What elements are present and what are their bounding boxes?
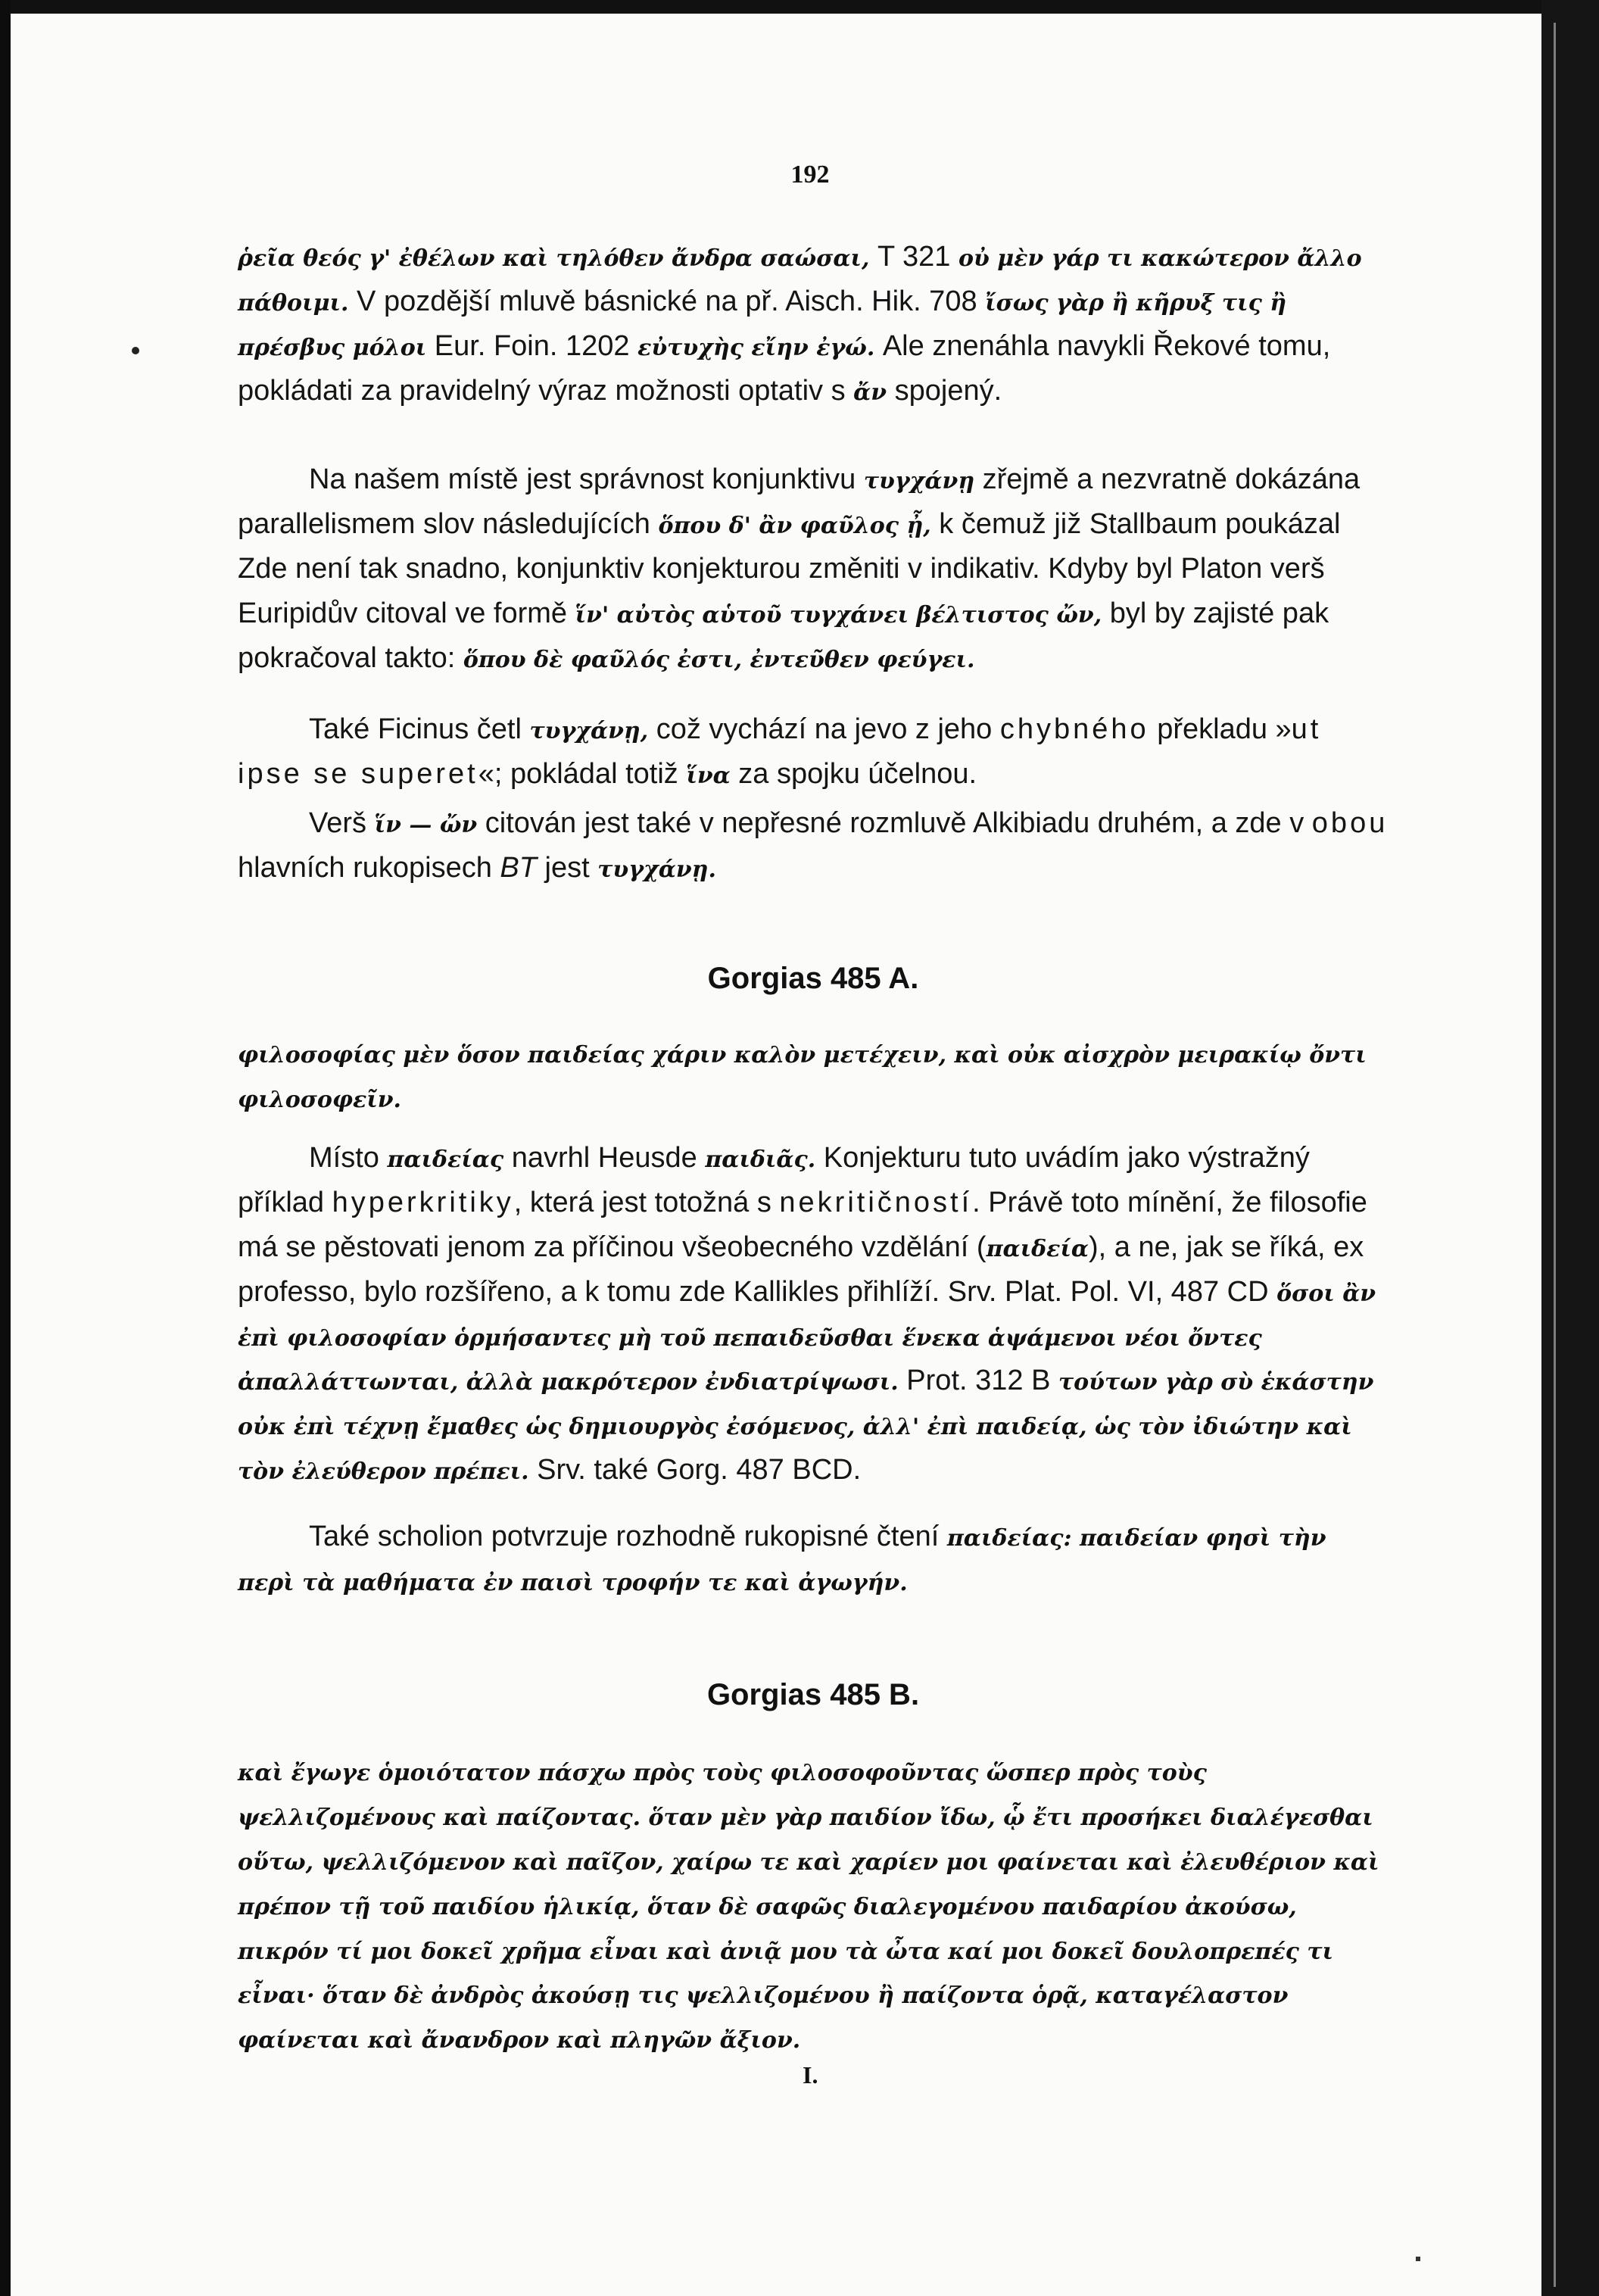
paragraph-text: T 321 xyxy=(869,241,958,273)
paragraph-text: Ale znenáhla navykli Řekové tomu, pokládati za pravidelný výraz možnosti optativ s xyxy=(238,329,1331,407)
paragraph-text: byl by zajisté pak pokračoval takto: xyxy=(238,597,1329,674)
paragraph-text: Eur. Foin. 1202 xyxy=(426,329,638,362)
greek-quote: παιδείας xyxy=(387,1146,504,1173)
spaced-emphasis: nekritičností xyxy=(779,1186,973,1218)
paragraph-text: jest xyxy=(536,851,598,884)
page-number: 192 xyxy=(790,161,830,189)
greek-quote: ἄν xyxy=(853,379,887,406)
greek-quote: παιδείας: παιδείαν φησὶ τὴν περὶ τὰ μαθήματα ἐν παισὶ τροφήν τε καὶ ἀγωγήν. xyxy=(238,1525,1326,1596)
scan-edge-line xyxy=(1554,23,1556,2287)
paragraph-text: což vychází na jevo z jeho xyxy=(648,713,1000,745)
spaced-emphasis: obou xyxy=(1311,807,1389,839)
greek-quote: ἵνα xyxy=(686,762,731,789)
paragraph-text: Místo xyxy=(309,1142,388,1174)
paragraph-text: Také Ficinus četl xyxy=(309,713,530,745)
scan-speck xyxy=(1416,2257,1420,2261)
paragraph-text: za spojku účelnou. xyxy=(730,757,977,790)
paragraph-text: k čemuž již Stallbaum poukázal Zde není tak snadno, konjunktiv konjekturou změniti v indikativ. Kdyby byl Platon verš Euripidův citoval ve formě xyxy=(238,507,1341,629)
paragraph-text: překladu » xyxy=(1149,713,1292,745)
greek-quote: φιλοσοφίας μὲν ὅσον παιδείας χάριν καλὸν μετέχειν, καὶ οὐκ αἰσχρὸν μειρακίῳ ὄντι φιλοσοφεῖν. xyxy=(238,1042,1367,1113)
greek-quote: οὐ μὲν γάρ τι κακώτερον ἄλλο πάθοιμι. xyxy=(238,245,1362,317)
paragraph-text: Verš xyxy=(309,807,375,839)
paragraph-text: ), a ne, jak se říká, ex professo, bylo rozšířeno, a k tomu zde Kallikles přihlíží. Srv. Plat. Pol. VI, 487 CD xyxy=(238,1231,1364,1308)
manuscript-sigla: BT xyxy=(500,851,537,884)
paragraph-text: Také scholion potvrzuje rozhodně rukopisné čtení xyxy=(309,1521,947,1552)
paragraph-text: Konjekturu tuto uvádím jako výstražný příklad xyxy=(238,1142,1310,1218)
greek-quote: εὐτυχὴς εἴην ἐγώ. xyxy=(637,334,875,361)
paragraph-text: navrhl Heusde xyxy=(503,1142,706,1174)
paragraph-text: Na našem místě jest správnost konjunktivu xyxy=(309,463,864,495)
paragraph-text: Prot. 312 B xyxy=(898,1365,1058,1397)
greek-quote: τούτων γὰρ σὺ ἑκάστην οὐκ ἐπὶ τέχνῃ ἔμαθες ὡς δημιουργὸς ἐσόμενος, ἀλλ' ἐπὶ παιδείᾳ, ὡς τὸν ἰδιώτην καὶ τὸν ἐλεύθερον πρέπει. xyxy=(238,1369,1374,1486)
greek-quote: τυγχάνῃ. xyxy=(597,856,716,883)
paragraph-text: spojený. xyxy=(887,374,1002,407)
greek-quote: ἵν — ὤν xyxy=(374,812,478,838)
paragraph-text: , která jest totožná s xyxy=(513,1186,780,1218)
greek-passage xyxy=(238,1031,1389,1121)
paragraph-3 xyxy=(238,707,1389,797)
section-heading: Gorgias 485 B. xyxy=(706,1678,920,1711)
greek-quote: τυγχάνῃ xyxy=(863,468,975,494)
greek-quote: ὅπου δὲ φαῦλός ἐστι, ἐντεῦθεν φεύγει. xyxy=(463,646,975,673)
paragraph-text: Srv. také Gorg. 487 BCD. xyxy=(528,1454,862,1486)
greek-quote: ῥεῖα θεός γ' ἐθέλων καὶ τηλόθεν ἄνδρα σαώσαι, xyxy=(238,245,870,272)
greek-quote: τυγχάνῃ, xyxy=(529,718,649,744)
greek-quote: ἵν' αὐτὸς αὑτοῦ τυγχάνει βέλτιστος ὤν, xyxy=(575,601,1102,629)
paragraph-6 xyxy=(238,1515,1389,1604)
greek-quote: ὅσοι ἂν ἐπὶ φιλοσοφίαν ὁρμήσαντες μὴ τοῦ πεπαιδεῦσθαι ἕνεκα ἁψάμενοι νέοι ὄντες ἀπαλλάττωνται, ἀλλὰ μακρότερον ἐνδιατρίψωσι. xyxy=(238,1280,1376,1396)
paragraph-4 xyxy=(238,801,1389,891)
paragraph-text: hlavních rukopisech xyxy=(238,851,500,884)
greek-passage xyxy=(238,1749,1389,2061)
greek-quote: παιδεία xyxy=(986,1235,1089,1262)
paragraph-2 xyxy=(238,457,1389,680)
paragraph-text: «; pokládal totiž xyxy=(478,757,687,790)
greek-quote: ἴσως γὰρ ἢ κῆρυξ τις ἢ πρέσβυς μόλοι xyxy=(238,289,1287,361)
paragraph-5 xyxy=(238,1136,1389,1493)
paragraph-1 xyxy=(238,235,1389,413)
spaced-emphasis: hyperkritiky xyxy=(332,1186,514,1218)
scan-border-left xyxy=(0,0,11,2296)
paragraph-text: . Právě toto mínění, že filosofie má se pěstovati jenom za příčinou všeobecného vzdělání ( xyxy=(238,1186,1367,1263)
greek-quote: ὅπου δ' ἂν φαῦλος ᾖ, xyxy=(658,512,931,539)
spaced-emphasis: chybného xyxy=(999,713,1149,745)
paragraph-text: V pozdější mluvě básnické na př. Aisch. Hik. 708 xyxy=(348,285,986,317)
signature-mark: I. xyxy=(803,2061,818,2089)
greek-quote: παιδιᾶς. xyxy=(705,1146,816,1173)
scan-border-right xyxy=(1541,0,1599,2296)
spaced-emphasis: ut ipse se superet xyxy=(238,713,1322,790)
margin-mark xyxy=(132,347,139,354)
section-heading: Gorgias 485 A. xyxy=(707,962,919,995)
greek-quote: καὶ ἔγωγε ὁμοιότατον πάσχω πρὸς τοὺς φιλοσοφοῦντας ὥσπερ πρὸς τοὺς ψελλιζομένους καὶ παίζοντας. ὅταν μὲν γὰρ παιδίον ἴδω, ᾧ ἔτι προσήκει διαλέγεσθαι οὕτω, ψελλιζόμενον καὶ παῖζον, χαίρω τε καὶ χαρίεν μοι φαίνεται καὶ ἐλευθέριον καὶ πρέπον τῇ τοῦ παιδίου ἡλικίᾳ, ὅταν δὲ σαφῶς διαλεγομένου παιδαρίου ἀκούσω, πικρόν τί μοι δοκεῖ χρῆμα εἶναι καὶ ἀνιᾷ μου τὰ ὦτα καί μοι δοκεῖ δουλοπρεπές τι εἶναι· ὅταν δὲ ἀνδρὸς ἀκούσῃ τις ψελλιζομένου ἢ παίζοντα ὁρᾷ, καταγέλαστον φαίνεται καὶ ἄνανδρον καὶ πληγῶν ἄξιον. xyxy=(238,1760,1379,2054)
scan-border-top xyxy=(0,0,1599,14)
paragraph-text: zřejmě a nezvratně dokázána parallelismem slov následujících xyxy=(238,463,1361,540)
paragraph-text: citován jest také v nepřesné rozmluvě Alkibiadu druhém, a zde v xyxy=(477,807,1312,839)
